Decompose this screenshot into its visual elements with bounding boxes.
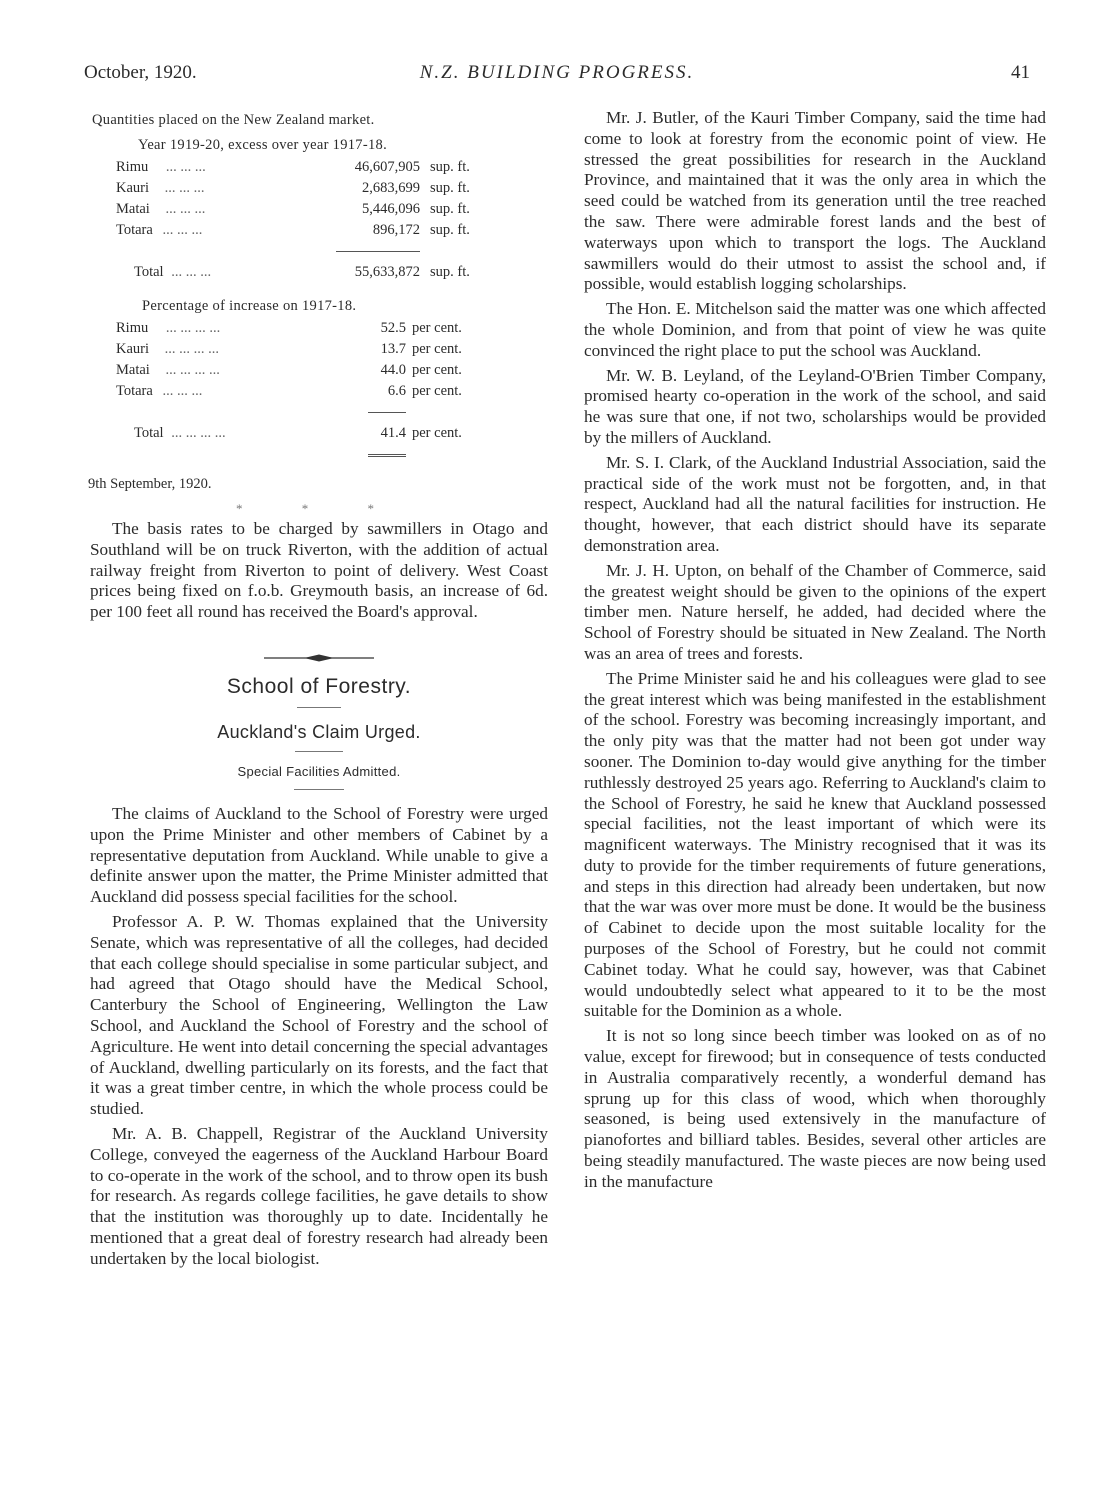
percent-value: 52.5 [380, 320, 406, 336]
subsubtitle-separator [294, 789, 344, 790]
total-value: 41.4 [380, 425, 406, 441]
total-label: Total [134, 264, 164, 280]
percent-value: 6.6 [387, 383, 406, 399]
total-label: Total [134, 425, 164, 441]
percent-unit: per cent. [412, 341, 462, 357]
timber-name: Kauri [116, 341, 150, 357]
article-paragraph: Mr. W. B. Leyland, of the Leyland-O'Brien Timber Company, promised hearty co-operation in the work of the school, and said he was sure that one, if not two, scholarships would be provided by the millers of Auckland. [584, 365, 1046, 447]
article-paragraph: The Hon. E. Mitchelson said the matter was one which affected the whole Dominion, and from that point of view he was quite convinced the right place to put the school was Auckland. [584, 299, 1046, 360]
leader-dots: ... ... ... [164, 180, 205, 196]
total-value: 55,633,872 [354, 264, 420, 280]
quantity-value: 896,172 [372, 222, 420, 238]
percentage-subtitle: Percentage of increase on 1917-18. [142, 298, 357, 314]
table-row [116, 221, 500, 242]
basis-rates-paragraph: The basis rates to be charged by sawmillers in Otago and Southland will be on truck Riverton, with the addition of actual railway freight from Riverton to point of delivery. West Coast prices being fixed on f.o.b. Greymouth basis, an increase of 6d. per 100 feet all round has received the Board's approval. [90, 519, 548, 622]
table-row [116, 361, 462, 382]
quantities-subtitle: Year 1919-20, excess over year 1917-18. [138, 137, 388, 153]
quantities-table [116, 158, 500, 284]
quantity-unit: sup. ft. [430, 201, 470, 217]
timber-name: Matai [116, 201, 150, 217]
publication-title: N.Z. BUILDING PROGRESS. [419, 62, 695, 83]
total-unit: sup. ft. [430, 264, 470, 280]
table-row [116, 340, 462, 361]
leader-dots: ... ... ... [165, 201, 206, 217]
subtitle-separator [295, 751, 343, 752]
timber-name: Matai [116, 362, 150, 378]
article-paragraph: Professor A. P. W. Thomas explained that the University Senate, which was representative of all the colleges, had decided that each college should specialise in some particular subject, and had agreed that Otago should have the Medical School, Canterbury the School of Engineering, Wellington the Law School, and Auckland the School of Forestry and the school of Agriculture. He went into detail concerning the special advantages of Auckland, dwelling particularly on its forests, and the fact that it was a great timber centre, in which the whole process could be studied. [90, 911, 548, 1119]
timber-name: Totara [116, 383, 153, 399]
leader-dots: ... ... ... [165, 159, 206, 175]
table-row [116, 158, 500, 179]
timber-name: Rimu [116, 320, 149, 336]
quantity-value: 2,683,699 [362, 180, 420, 196]
leader-dots: ... ... ... [171, 264, 212, 280]
article-paragraph: It is not so long since beech timber was looked on as of no value, except for firewood; but in consequence of tests conducted in Australia comparatively recently, a wonderful demand has sprung up for this class of wood, which when thoroughly seasoned, is being used extensively in the manufacture of pianofortes and billiard tables. Besides, several other articles are being steadily manufactured. The waste pieces are now being used in the manufacture [584, 1026, 1046, 1191]
ornament-divider [264, 653, 374, 663]
article-paragraph: The Prime Minister said he and his colleagues were glad to see the great interest which was being manifested in the establishment of the school. Forestry was becoming increasingly important, and the only pity was that the matter had not been got under way sooner. The Dominion to-day would give anything for the timber ruthlessly destroyed 25 years ago. Referring to Auckland's claim to the School of Forestry, he said he knew that Auckland possessed special facilities, not the least important of which were its magnificent waterways. The Ministry recognised that it was its duty to provide for the timber requirements of future generations, and steps in this direction had already been undertaken, but now that the war was over more must be done. It would be the business of Cabinet to decide upon the most suitable locality for the purposes of the School of Forestry, but he could not commit Cabinet today. What he could say, however, was that Cabinet would undoubtedly select what appeared to it to be the most suitable for the Dominion as a whole. [584, 668, 1046, 1021]
timber-name: Kauri [116, 180, 150, 196]
total-row [116, 263, 500, 284]
left-column [90, 108, 548, 1270]
article-paragraph: The claims of Auckland to the School of Forestry were urged upon the Prime Minister and other members of Cabinet by a representative deputation from Auckland. While unable to give a definite answer upon the matter, the Prime Minister admitted that Auckland did possess special facilities for the school. [90, 803, 548, 907]
sum-rule [336, 251, 420, 252]
percent-unit: per cent. [412, 320, 462, 336]
article-paragraph: Mr. J. Butler, of the Kauri Timber Company, said the time had come to look at forestry from the economic point of view. He stressed the great possibilities for research in the Auckland Province, and maintained that it was the only area in which the seed could be watched from its generation until the tree reached the saw. There were admirable forest lands and the best of waterways upon which to transport the logs. The Auckland sawmillers would do their utmost to assist the school and, if possible, would establish logging scholarships. [584, 108, 1046, 294]
leader-dots: ... ... ... ... [165, 362, 220, 378]
article-paragraph: Mr. S. I. Clark, of the Auckland Industrial Association, said the practical side of the work must not be forgotten, and, in that respect, Auckland had all the natural facilities for instruction. He thought, however, that each district should have its separate demonstration area. [584, 452, 1046, 555]
header-date: October, 1920. [84, 62, 197, 83]
double-rule [368, 454, 406, 457]
percent-value: 44.0 [380, 362, 406, 378]
percent-unit: per cent. [412, 383, 462, 399]
leader-dots: ... ... ... [162, 222, 203, 238]
table-row [116, 319, 462, 340]
dateline: 9th September, 1920. [88, 476, 212, 492]
quantity-value: 46,607,905 [354, 159, 420, 175]
percent-value: 13.7 [380, 341, 406, 357]
leader-dots: ... ... ... ... [171, 425, 226, 441]
page-number: 41 [1011, 62, 1030, 83]
quantities-title: Quantities placed on the New Zealand market. [92, 112, 375, 128]
table-row [116, 179, 500, 200]
leader-dots: ... ... ... ... [165, 320, 221, 336]
right-column [584, 108, 1046, 1193]
leader-dots: ... ... ... ... [164, 341, 220, 357]
leader-dots: ... ... ... [162, 383, 203, 399]
quantity-unit: sup. ft. [430, 180, 470, 196]
article-subsubtitle: Special Facilities Admitted. [237, 763, 401, 779]
page-header [84, 62, 1030, 90]
title-separator [297, 707, 341, 708]
total-row [116, 424, 462, 445]
total-unit: per cent. [412, 425, 462, 441]
article-paragraph: Mr. J. H. Upton, on behalf of the Chamber of Commerce, said the greatest weight should be given to the opinions of the expert timber men. Nature herself, he added, had decided where the School of Forestry should be situated in New Zealand. The North was an area of trees and forests. [584, 560, 1046, 663]
table-row [116, 382, 462, 403]
percentage-table [116, 319, 462, 466]
sum-rule [368, 412, 406, 413]
article-title: School of Forestry. [226, 674, 412, 698]
timber-name: Rimu [116, 159, 149, 175]
section-stars: * * * [236, 501, 402, 516]
article-paragraph: Mr. A. B. Chappell, Registrar of the Auckland University College, conveyed the eagerness of the Auckland Harbour Board to co-operate in the work of the school, and to throw open its bush for research. As regards college facilities, he gave details to show that the institution was thoroughly up to date. Incidentally he mentioned that a great deal of forestry research had already been undertaken by the local biologist. [90, 1123, 548, 1268]
quantity-unit: sup. ft. [430, 159, 470, 175]
table-row [116, 200, 500, 221]
article-subtitle: Auckland's Claim Urged. [217, 721, 421, 742]
quantity-value: 5,446,096 [362, 201, 420, 217]
quantity-unit: sup. ft. [430, 222, 470, 238]
percent-unit: per cent. [412, 362, 462, 378]
timber-name: Totara [116, 222, 153, 238]
